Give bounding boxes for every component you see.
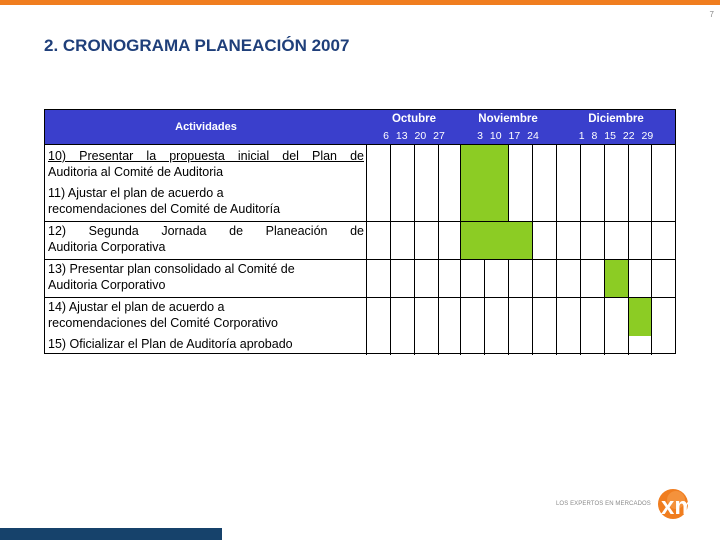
activity-line: recomendaciones del Comité Corporativo — [48, 316, 278, 330]
row-divider — [45, 259, 675, 260]
grid-line — [556, 144, 557, 355]
grid-line — [651, 144, 652, 355]
month-november — [461, 110, 555, 144]
row-divider — [45, 144, 675, 145]
schedule-bar — [605, 260, 628, 297]
row-divider — [45, 297, 675, 298]
activity-line: 11) Ajustar el plan de acuerdo a — [48, 186, 224, 200]
activity-line: 13) Presentar plan consolidado al Comité de — [48, 262, 295, 276]
activity-line: recomendaciones del Comité de Auditoría — [48, 202, 281, 216]
schedule-bar — [461, 222, 532, 259]
grid-line — [414, 144, 415, 355]
grid-line — [580, 144, 581, 355]
month-days: 6 13 20 27 — [383, 130, 445, 142]
row-divider — [45, 221, 675, 222]
activity-row-11 — [48, 185, 364, 217]
activity-line: 10) Presentar la propuesta inicial del Plan de — [48, 149, 364, 163]
activity-row-10 — [48, 148, 364, 180]
xm-logo-icon — [654, 484, 708, 524]
grid-line — [604, 144, 605, 355]
activity-line: 12) Segunda Jornada de Planeación de — [48, 224, 364, 238]
grid-line — [366, 144, 367, 355]
activity-row-14 — [48, 299, 364, 331]
activity-line: 14) Ajustar el plan de acuerdo a — [48, 300, 225, 314]
activity-line: Auditoria Corporativa — [48, 240, 166, 254]
month-december — [557, 110, 675, 144]
logo-tagline: LOS EXPERTOS EN MERCADOS — [556, 501, 651, 507]
activity-line: Auditoria al Comité de Auditoria — [48, 165, 224, 179]
page-number: 7 — [709, 10, 714, 19]
activities-header: Actividades — [175, 121, 237, 133]
activity-row-15 — [48, 336, 364, 352]
top-accent-bar — [0, 0, 720, 5]
grid-line — [390, 144, 391, 355]
logo-brand: xm — [660, 493, 696, 520]
month-october — [367, 110, 461, 144]
month-name: Diciembre — [588, 113, 644, 125]
company-logo — [556, 484, 708, 524]
month-days: 1 8 15 22 29 — [578, 130, 654, 142]
activity-row-13 — [48, 261, 364, 293]
schedule-bar — [629, 298, 651, 336]
activity-row-12 — [48, 223, 364, 255]
gantt-table — [44, 109, 676, 354]
activity-line: Auditoria Corporativo — [48, 278, 166, 292]
page-title: 2. CRONOGRAMA PLANEACIÓN 2007 — [44, 36, 350, 55]
grid-line — [438, 144, 439, 355]
schedule-bar — [461, 145, 508, 221]
footer-bar — [0, 528, 222, 540]
grid-line — [532, 144, 533, 355]
month-name: Octubre — [391, 113, 437, 125]
month-name: Noviembre — [478, 113, 538, 125]
month-days: 3 10 17 24 — [477, 130, 539, 142]
activity-line: 15) Oficializar el Plan de Auditoría aprobado — [48, 337, 293, 351]
